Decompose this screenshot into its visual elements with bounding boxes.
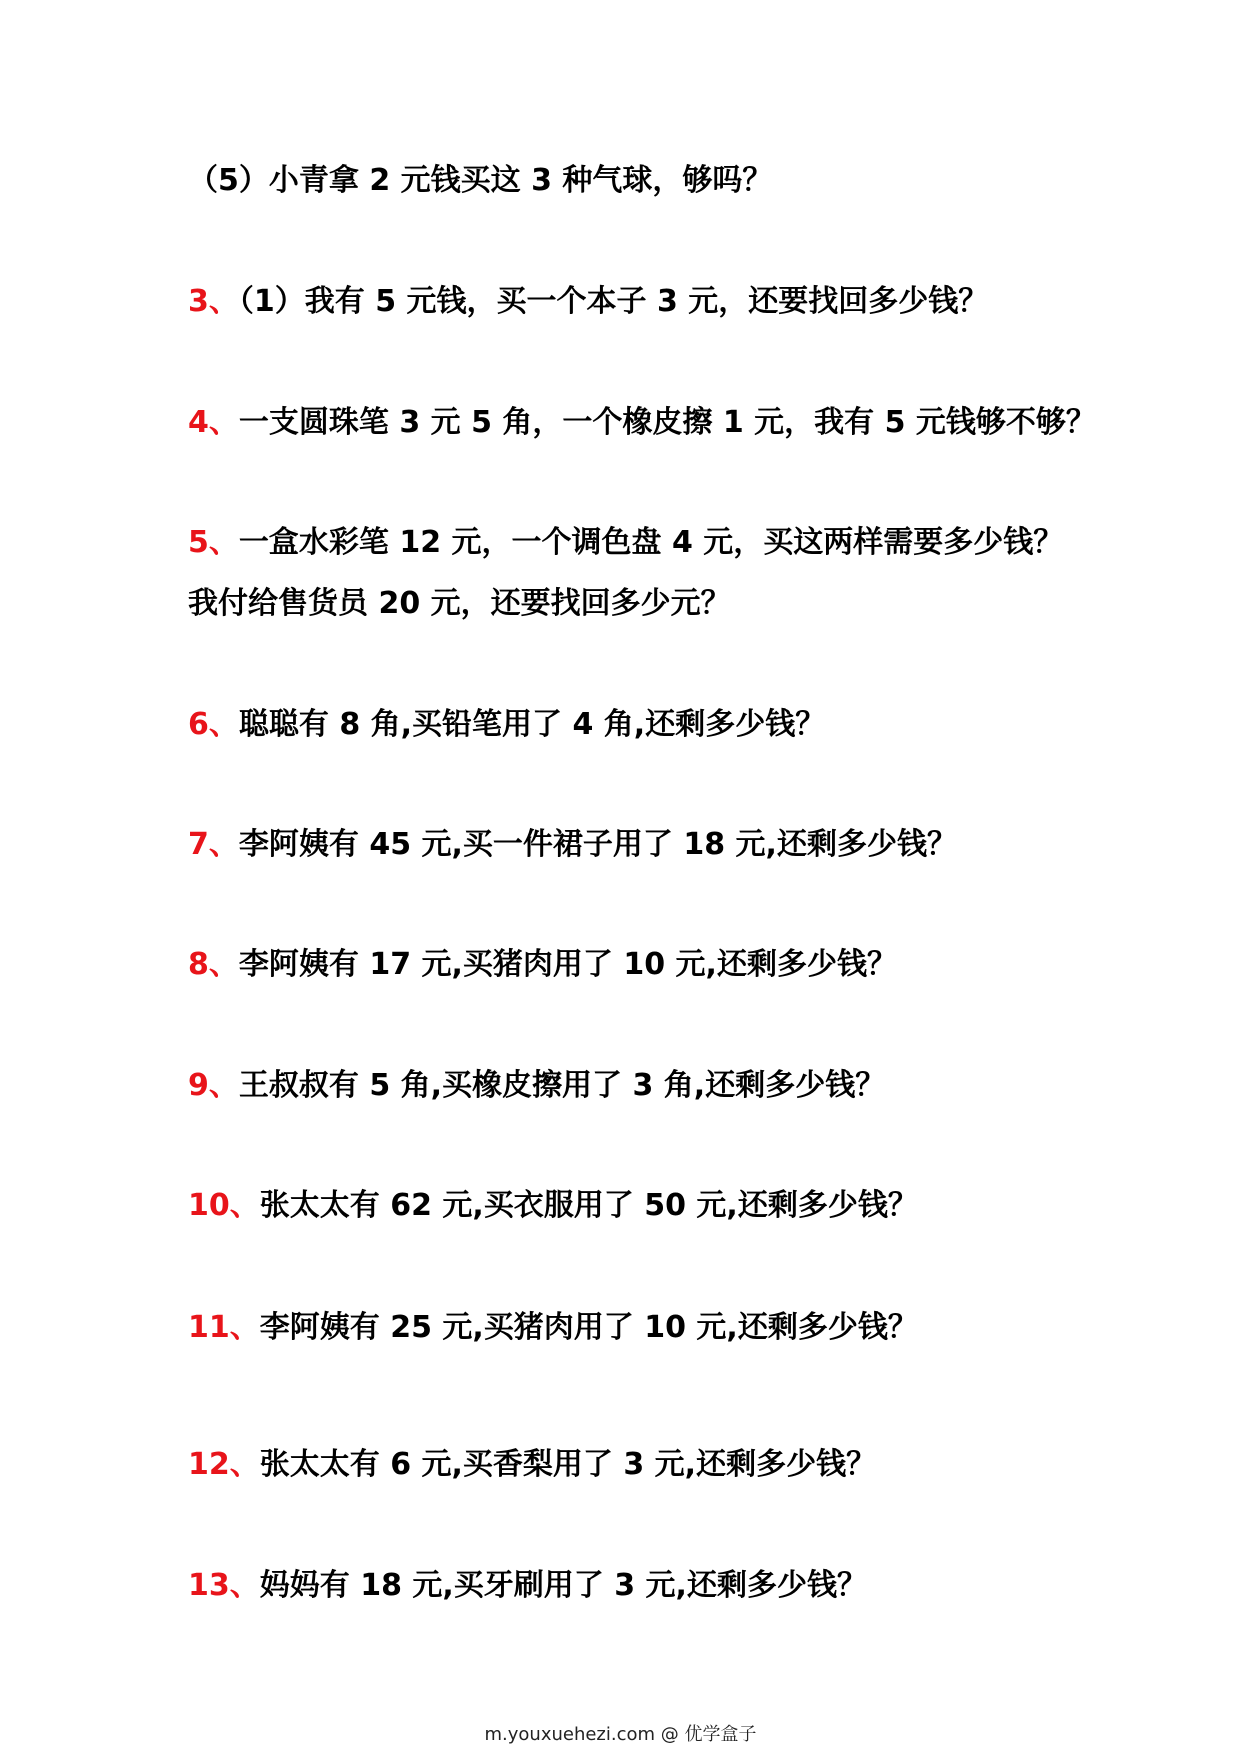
question-text: 张太太有 62 元,买衣服用了 50 元,还剩多少钱？ (259, 1188, 918, 1223)
question-text: 我付给售货员 20 元，还要找回多少元？ (188, 586, 731, 621)
question-12 (188, 1445, 876, 1485)
question-3 (188, 282, 988, 322)
question-8 (188, 945, 897, 985)
question-number: 8、 (188, 947, 239, 982)
question-number: 13、 (188, 1568, 260, 1603)
question-number: 11、 (188, 1310, 260, 1345)
question-13 (188, 1566, 867, 1606)
question-text: 张太太有 6 元,买香梨用了 3 元,还剩多少钱？ (259, 1447, 877, 1482)
question-number: 10、 (188, 1188, 260, 1223)
question-5-continued (188, 584, 731, 624)
question-text: 一盒水彩笔 12 元，一个调色盘 4 元，买这两样需要多少钱？ (238, 525, 1064, 560)
question-text: 聪聪有 8 角,买铅笔用了 4 角,还剩多少钱？ (238, 707, 826, 742)
footer-watermark: m.youxuehezi.com @ 优学盒子 (484, 1724, 757, 1745)
question-5 (188, 523, 1063, 563)
question-4 (188, 403, 1096, 443)
question-number: 5、 (188, 525, 239, 560)
question-number: 7、 (188, 827, 239, 862)
question-text: 妈妈有 18 元,买牙刷用了 3 元,还剩多少钱？ (259, 1568, 867, 1603)
question-text: （5）小青拿 2 元钱买这 3 种气球，够吗？ (188, 163, 773, 198)
question-6 (188, 705, 825, 745)
question-text: 王叔叔有 5 角,买橡皮擦用了 3 角,还剩多少钱？ (238, 1068, 886, 1103)
question-5-subpart (188, 161, 772, 201)
question-number: 9、 (188, 1068, 239, 1103)
question-text: 李阿姨有 45 元,买一件裙子用了 18 元,还剩多少钱？ (238, 827, 957, 862)
question-number: 3、 (188, 284, 239, 319)
question-text: 李阿姨有 17 元,买猪肉用了 10 元,还剩多少钱？ (238, 947, 897, 982)
question-7 (188, 825, 957, 865)
question-9 (188, 1066, 885, 1106)
question-number: 4、 (188, 405, 239, 440)
question-text: 李阿姨有 25 元,买猪肉用了 10 元,还剩多少钱？ (259, 1310, 918, 1345)
question-text: 一支圆珠笔 3 元 5 角，一个橡皮擦 1 元，我有 5 元钱够不够？ (238, 405, 1096, 440)
question-number: 6、 (188, 707, 239, 742)
question-10 (188, 1186, 918, 1226)
question-number: 12、 (188, 1447, 260, 1482)
question-11 (188, 1308, 918, 1348)
question-text: （1）我有 5 元钱，买一个本子 3 元，还要找回多少钱？ (238, 284, 989, 319)
